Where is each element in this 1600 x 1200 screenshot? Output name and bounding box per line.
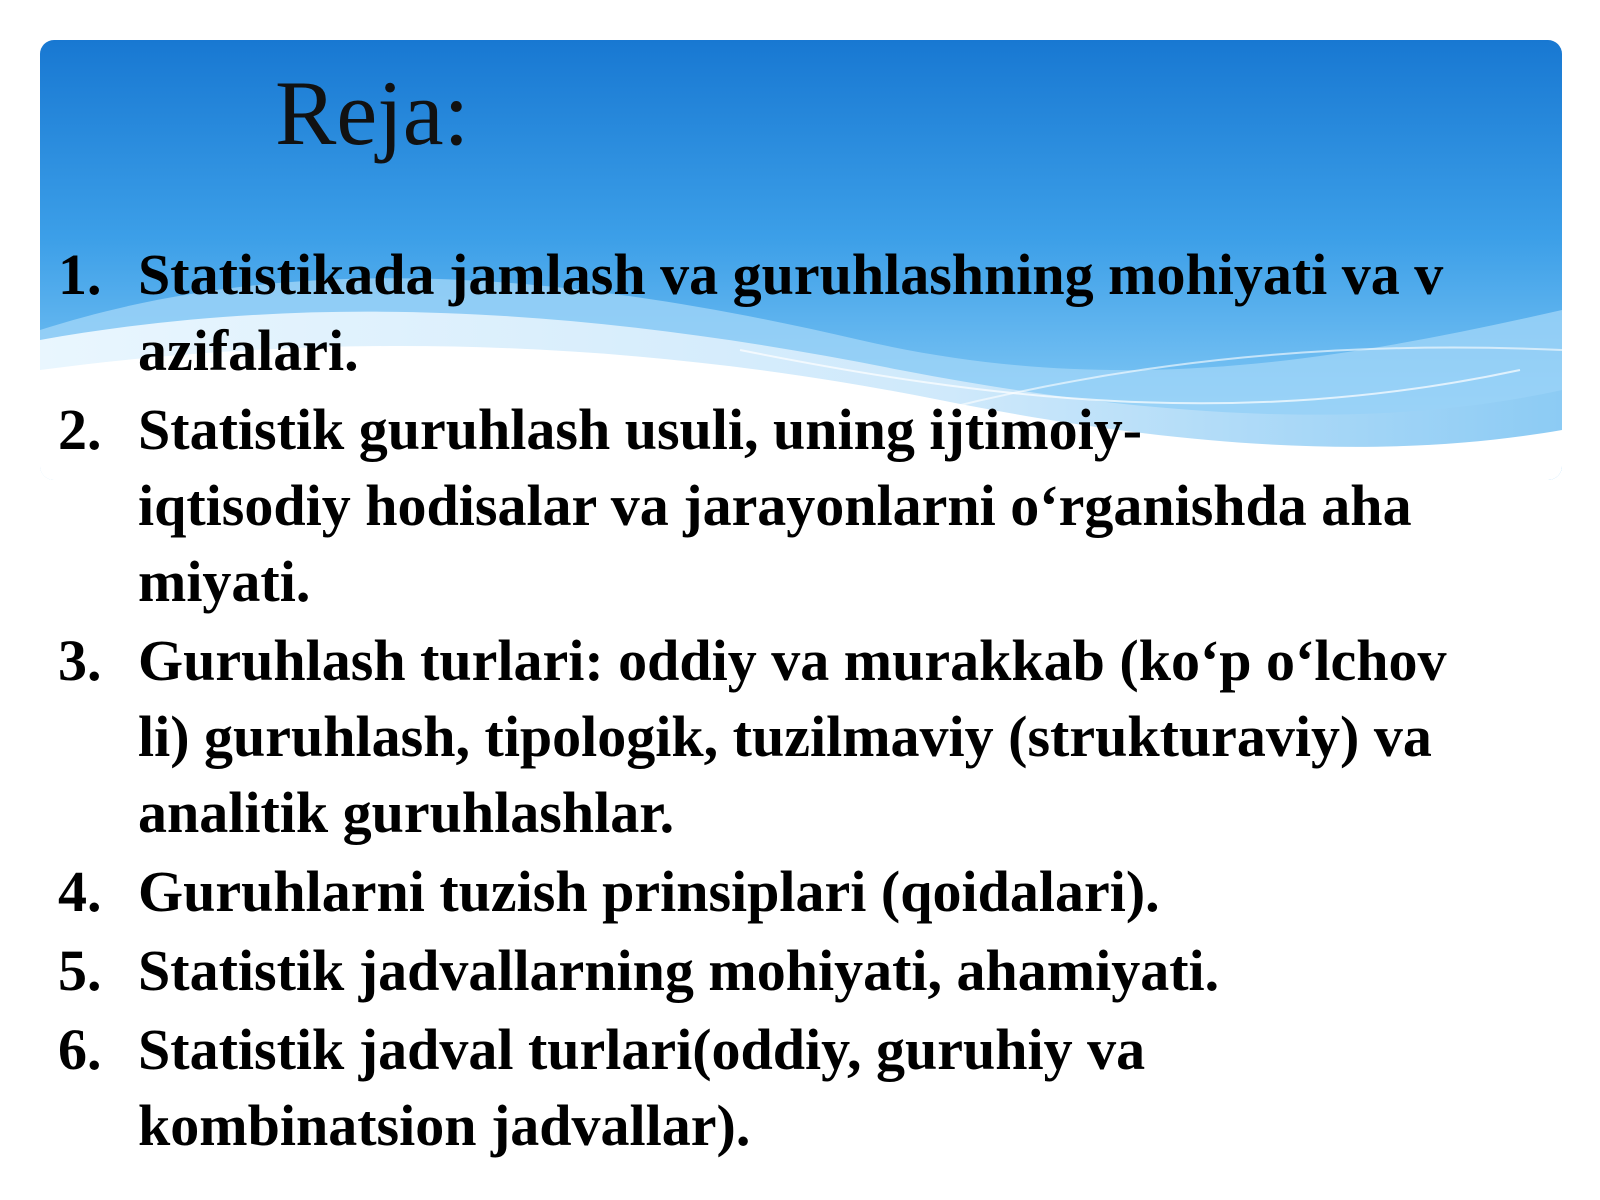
- item-line: analitik guruhlashlar.: [138, 780, 675, 845]
- item-number: 3.: [58, 628, 102, 693]
- item-number: 6.: [58, 1017, 102, 1082]
- item-number: 4.: [58, 859, 102, 924]
- item-line: iqtisodiy hodisalar va jarayonlarni o‘rganishda aha: [138, 473, 1412, 538]
- item-number: 2.: [58, 397, 102, 462]
- item-text: [138, 854, 1548, 930]
- slide-title: Reja:: [275, 62, 470, 164]
- item-text: [138, 933, 1548, 1009]
- item-line: Guruhlash turlari: oddiy va murakkab (ko‘p o‘lchov: [138, 628, 1447, 693]
- item-text: [138, 392, 1548, 620]
- list-item: [58, 933, 1548, 1009]
- item-line: kombinatsion jadvallar).: [138, 1093, 751, 1158]
- item-text: [138, 237, 1548, 389]
- item-line: Statistik jadval turlari(oddiy, guruhiy va: [138, 1017, 1146, 1082]
- item-number: 5.: [58, 938, 102, 1003]
- list-item: [58, 1012, 1548, 1164]
- item-line: Statistik jadvallarning mohiyati, ahamiyati.: [138, 938, 1220, 1003]
- item-line: Statistikada jamlash va guruhlashning mohiyati va v: [138, 242, 1444, 307]
- item-line: Statistik guruhlash usuli, uning ijtimoiy-: [138, 397, 1143, 462]
- item-text: [138, 623, 1548, 851]
- list-item: [58, 237, 1548, 389]
- list-item: [58, 392, 1548, 620]
- item-line: azifalari.: [138, 318, 359, 383]
- list-item: [58, 854, 1548, 930]
- item-text: [138, 1012, 1548, 1164]
- list-item: [58, 623, 1548, 851]
- item-line: li) guruhlash, tipologik, tuzilmaviy (strukturaviy) va: [138, 704, 1432, 769]
- plan-list: [58, 237, 1548, 1167]
- item-line: Guruhlarni tuzish prinsiplari (qoidalari).: [138, 859, 1160, 924]
- item-number: 1.: [58, 242, 102, 307]
- item-line: miyati.: [138, 549, 311, 614]
